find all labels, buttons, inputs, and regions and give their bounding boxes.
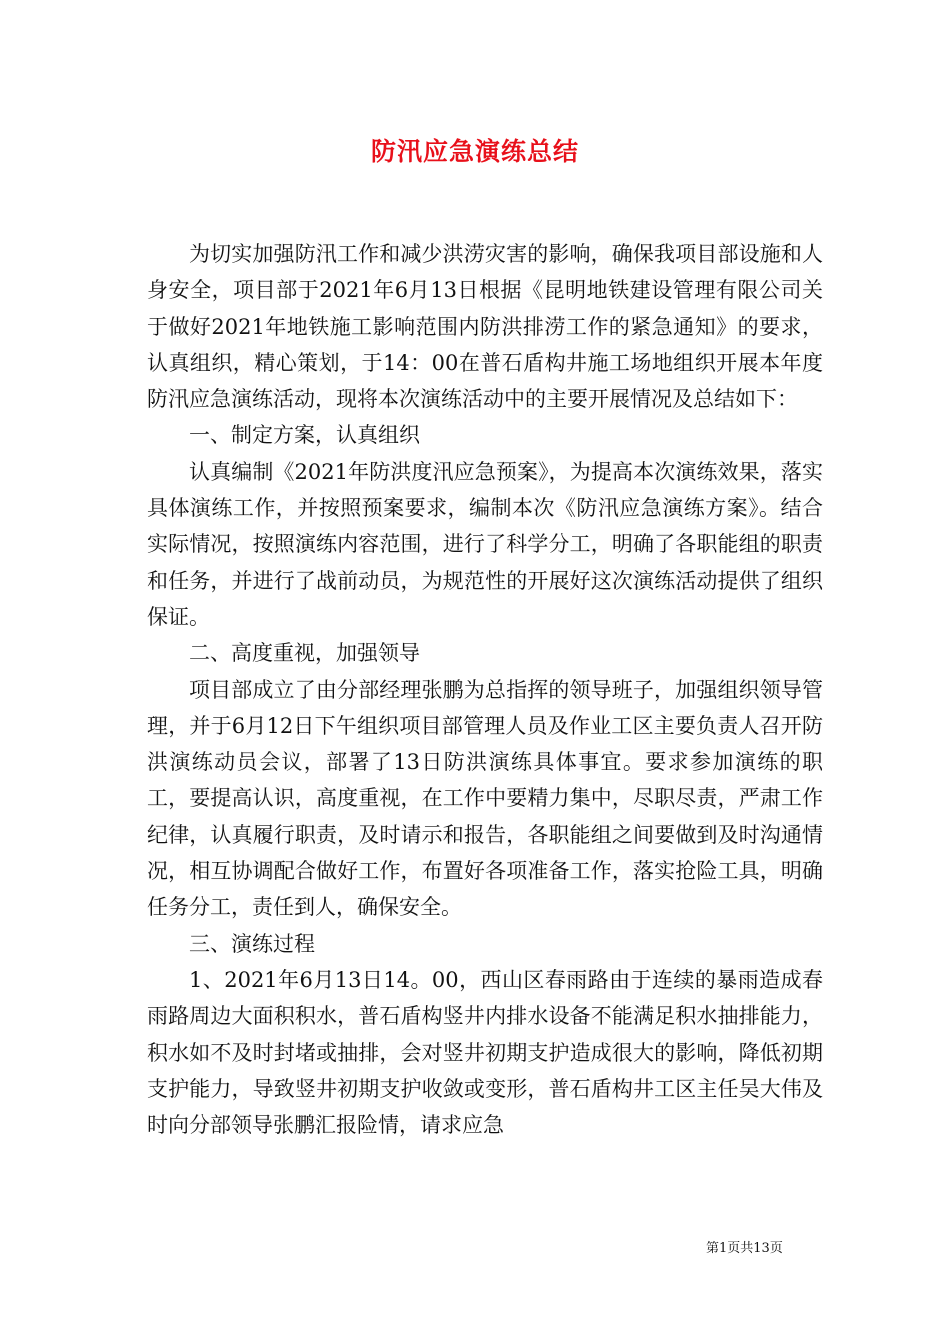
section-heading-2: 二、高度重视，加强领导: [189, 641, 420, 666]
section-heading-3: 三、演练过程: [189, 931, 315, 956]
section-body-1: 认真编制《2021年防洪度汛应急预案》，为提高本次演练效果，落实具体演练工作，并按照预案要求，编制本次《防汛应急演练方案》。结合实际情况，按照演练内容范围，进行了科学分工，明确了各职能组的职责和任务，并进行了战前动员，为规范性的开展好这次演练活动提供了组织保证。: [147, 459, 823, 629]
document-body: [147, 236, 823, 1143]
section-body-3: 1、2021年6月13日14。00，西山区春雨路由于连续的暴雨造成春雨路周边大面积积水，普石盾构竖井内排水设备不能满足积水抽排能力，积水如不及时封堵或抽排，会对竖井初期支护造成很大的影响，降低初期支护能力，导致竖井初期支护收敛或变形，普石盾构井工区主任吴大伟及时向分部领导张鹏汇报险情，请求应急: [147, 967, 823, 1138]
section-body-2: 项目部成立了由分部经理张鹏为总指挥的领导班子，加强组织领导管理，并于6月12日下午组织项目部管理人员及作业工区主要负责人召开防洪演练动员会议，部署了13日防洪演练具体事宜。要求参加演练的职工，要提高认识，高度重视，在工作中要精力集中，尽职尽责，严肃工作纪律，认真履行职责，及时请示和报告，各职能组之间要做到及时沟通情况，相互协调配合做好工作，布置好各项准备工作，落实抢险工具，明确任务分工，责任到人，确保安全。: [147, 677, 823, 920]
document-title: 防汛应急演练总结: [370, 137, 579, 166]
intro-paragraph: 为切实加强防汛工作和减少洪涝灾害的影响，确保我项目部设施和人身安全，项目部于2021年6月13日根据《昆明地铁建设管理有限公司关于做好2021年地铁施工影响范围内防洪排涝工作的紧急通知》的要求，认真组织，精心策划，于14：00在普石盾构井施工场地组织开展本年度防汛应急演练活动，现将本次演练活动中的主要开展情况及总结如下：: [147, 242, 823, 412]
section-heading-1: 一、制定方案，认真组织: [189, 423, 420, 448]
page-number: 第1页共13页: [706, 1241, 783, 1256]
